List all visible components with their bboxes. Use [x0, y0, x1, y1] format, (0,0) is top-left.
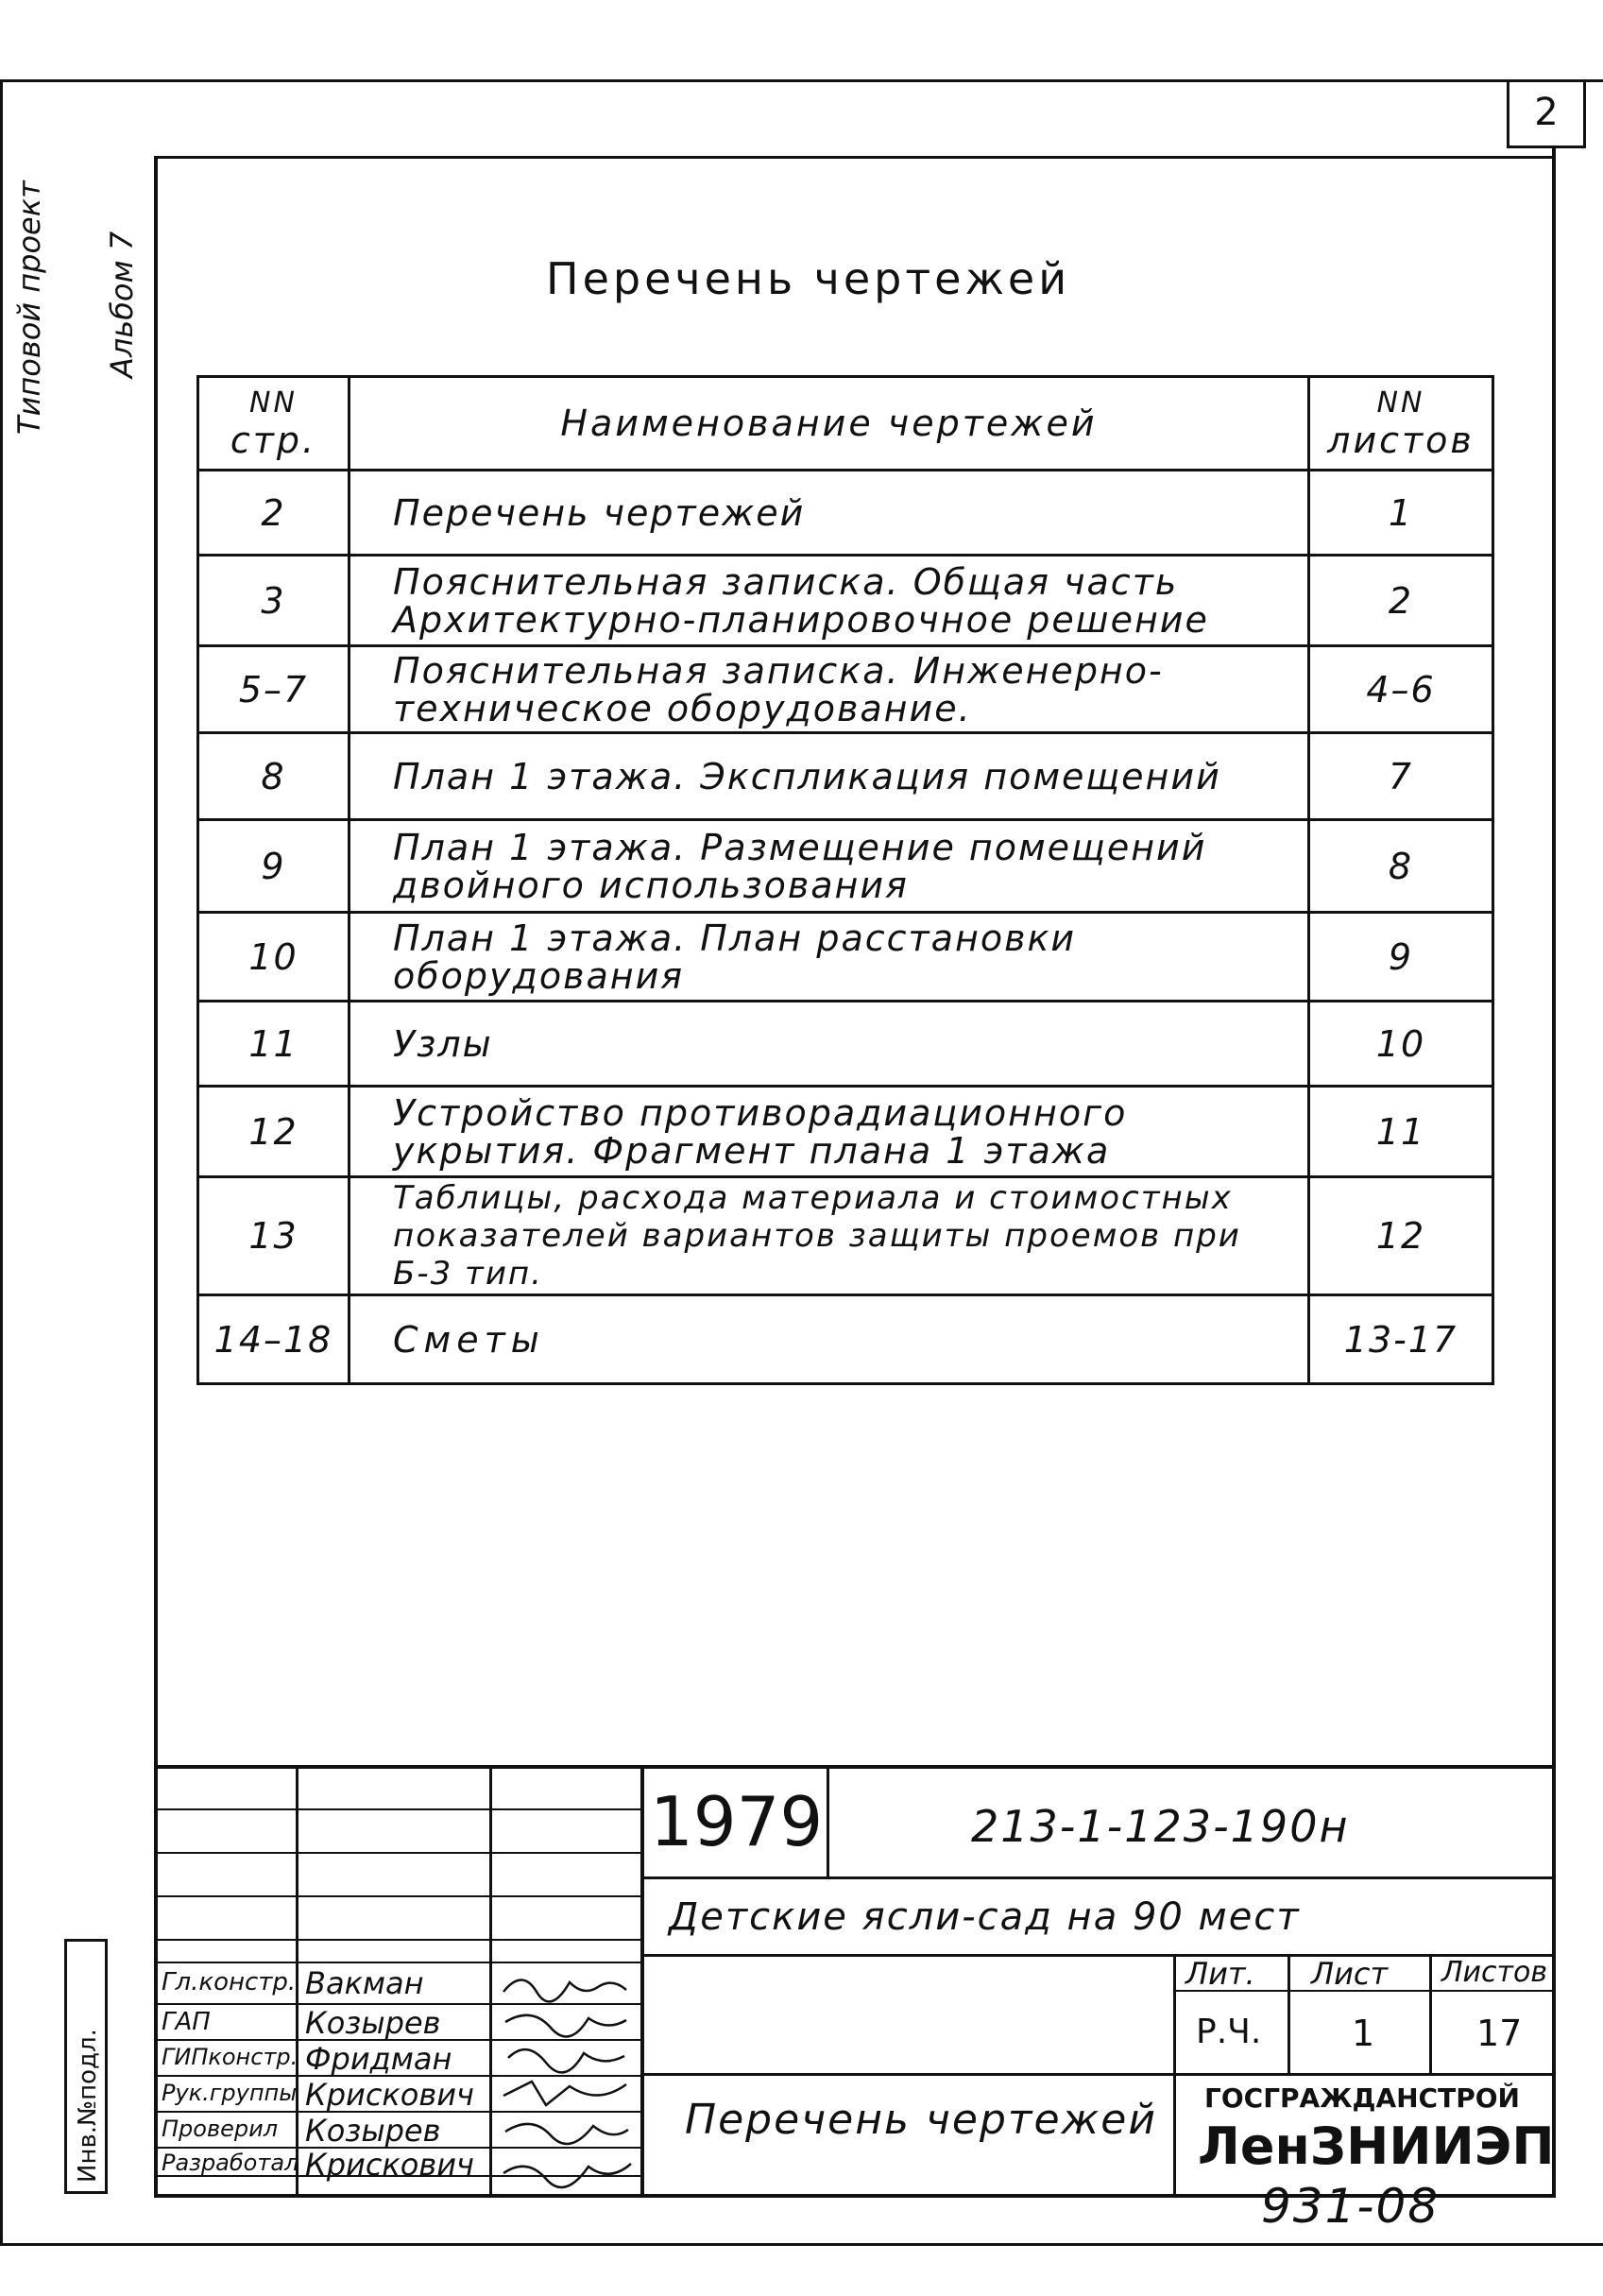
table-row: [198, 556, 1493, 646]
row-sheet: 2: [1309, 556, 1493, 646]
signatures: [494, 1963, 638, 2196]
row-name: План 1 этажа. Экспликация помещений: [350, 733, 1309, 820]
header-sheet: NN листов: [1309, 377, 1493, 471]
lit-label: Лит.: [1185, 1956, 1255, 1992]
sheets-value: 17: [1476, 2013, 1523, 2054]
role-4: Рук.группы: [162, 2080, 298, 2106]
row-sheet: 12: [1309, 1177, 1493, 1295]
name-1: Вакман: [305, 1965, 424, 2001]
row-name: Сметы: [350, 1295, 1309, 1384]
name-3: Фридман: [305, 2041, 452, 2077]
outer-frame-top: [0, 79, 1603, 82]
stamp-year: 1979: [650, 1782, 824, 1861]
row-page: 3: [198, 556, 350, 646]
page-number: 2: [1507, 79, 1586, 148]
row-name: Пояснительная записка. Инженерно- техническое оборудование.: [350, 646, 1309, 733]
table-row: [198, 733, 1493, 820]
row-page: 14–18: [198, 1295, 350, 1384]
table-row: [198, 646, 1493, 733]
footer-number: 931-08: [1261, 2179, 1441, 2234]
title-block: [154, 1765, 1556, 2198]
table-row: [198, 1177, 1493, 1295]
drawing-list-table: [196, 375, 1494, 1385]
stamp-code: 213-1-123-190н: [971, 1801, 1350, 1852]
name-6: Крискович: [305, 2147, 474, 2183]
row-page: 2: [198, 471, 350, 556]
row-sheet: 8: [1309, 820, 1493, 913]
role-3: ГИПконстр.: [162, 2044, 298, 2070]
row-name: Узлы: [350, 1002, 1309, 1087]
name-5: Козырев: [305, 2113, 441, 2149]
row-name: Перечень чертежей: [350, 471, 1309, 556]
row-page: 12: [198, 1087, 350, 1177]
role-2: ГАП: [162, 2008, 211, 2036]
outer-frame-bottom: [0, 2243, 1603, 2246]
row-page: 10: [198, 913, 350, 1002]
table-header-row: [198, 377, 1493, 471]
header-page: NN стр.: [198, 377, 350, 471]
side-album: Альбом 7: [104, 231, 140, 378]
row-sheet: 10: [1309, 1002, 1493, 1087]
table-row: [198, 1087, 1493, 1177]
row-sheet: 13-17: [1309, 1295, 1493, 1384]
row-page: 11: [198, 1002, 350, 1087]
stamp-sheet-title: Перечень чертежей: [685, 2096, 1157, 2144]
header-name: Наименование чертежей: [350, 377, 1309, 471]
stamp-object: Детские ясли-сад на 90 мест: [669, 1895, 1301, 1939]
row-name: Пояснительная записка. Общая часть Архитектурно-планировочное решение: [350, 556, 1309, 646]
row-sheet: 1: [1309, 471, 1493, 556]
inv-box: [64, 1939, 108, 2194]
side-project-type: Типовой проект: [11, 180, 47, 435]
row-sheet: 7: [1309, 733, 1493, 820]
table-row: [198, 471, 1493, 556]
row-name: План 1 этажа. Размещение помещений двойного использования: [350, 820, 1309, 913]
row-name: Устройство противорадиационного укрытия. Фрагмент плана 1 этажа: [350, 1087, 1309, 1177]
row-name: План 1 этажа. План расстановки оборудования: [350, 913, 1309, 1002]
row-page: 13: [198, 1177, 350, 1295]
sheets-label: Листов: [1441, 1956, 1548, 1989]
table-row: [198, 913, 1493, 1002]
outer-frame-left: [0, 79, 3, 2243]
name-4: Крискович: [305, 2077, 474, 2113]
row-page: 8: [198, 733, 350, 820]
table-row: [198, 820, 1493, 913]
table-row: [198, 1002, 1493, 1087]
row-name: Таблицы, расхода материала и стоимостных показателей вариантов защиты проемов при Б-3 тип.: [350, 1177, 1309, 1295]
side-inv: Инв.№подл.: [74, 2029, 102, 2183]
row-sheet: 4–6: [1309, 646, 1493, 733]
role-5: Проверил: [162, 2116, 279, 2142]
row-page: 9: [198, 820, 350, 913]
sheet-label: Лист: [1311, 1956, 1389, 1992]
lit-value: Р.Ч.: [1196, 2013, 1262, 2051]
org-top: ГОСГРАЖДАНСТРОЙ: [1204, 2082, 1520, 2114]
inner-frame-top: [154, 156, 1554, 159]
name-2: Козырев: [305, 2005, 441, 2041]
sheet-value: 1: [1352, 2013, 1375, 2054]
row-page: 5–7: [198, 646, 350, 733]
role-1: Гл.констр.: [162, 1968, 297, 1996]
row-sheet: 9: [1309, 913, 1493, 1002]
row-sheet: 11: [1309, 1087, 1493, 1177]
page-title: Перечень чертежей: [546, 253, 1071, 304]
table-row: [198, 1295, 1493, 1384]
org-name: ЛенЗНИИЭП: [1198, 2116, 1555, 2176]
role-6: Разработал: [162, 2150, 299, 2176]
